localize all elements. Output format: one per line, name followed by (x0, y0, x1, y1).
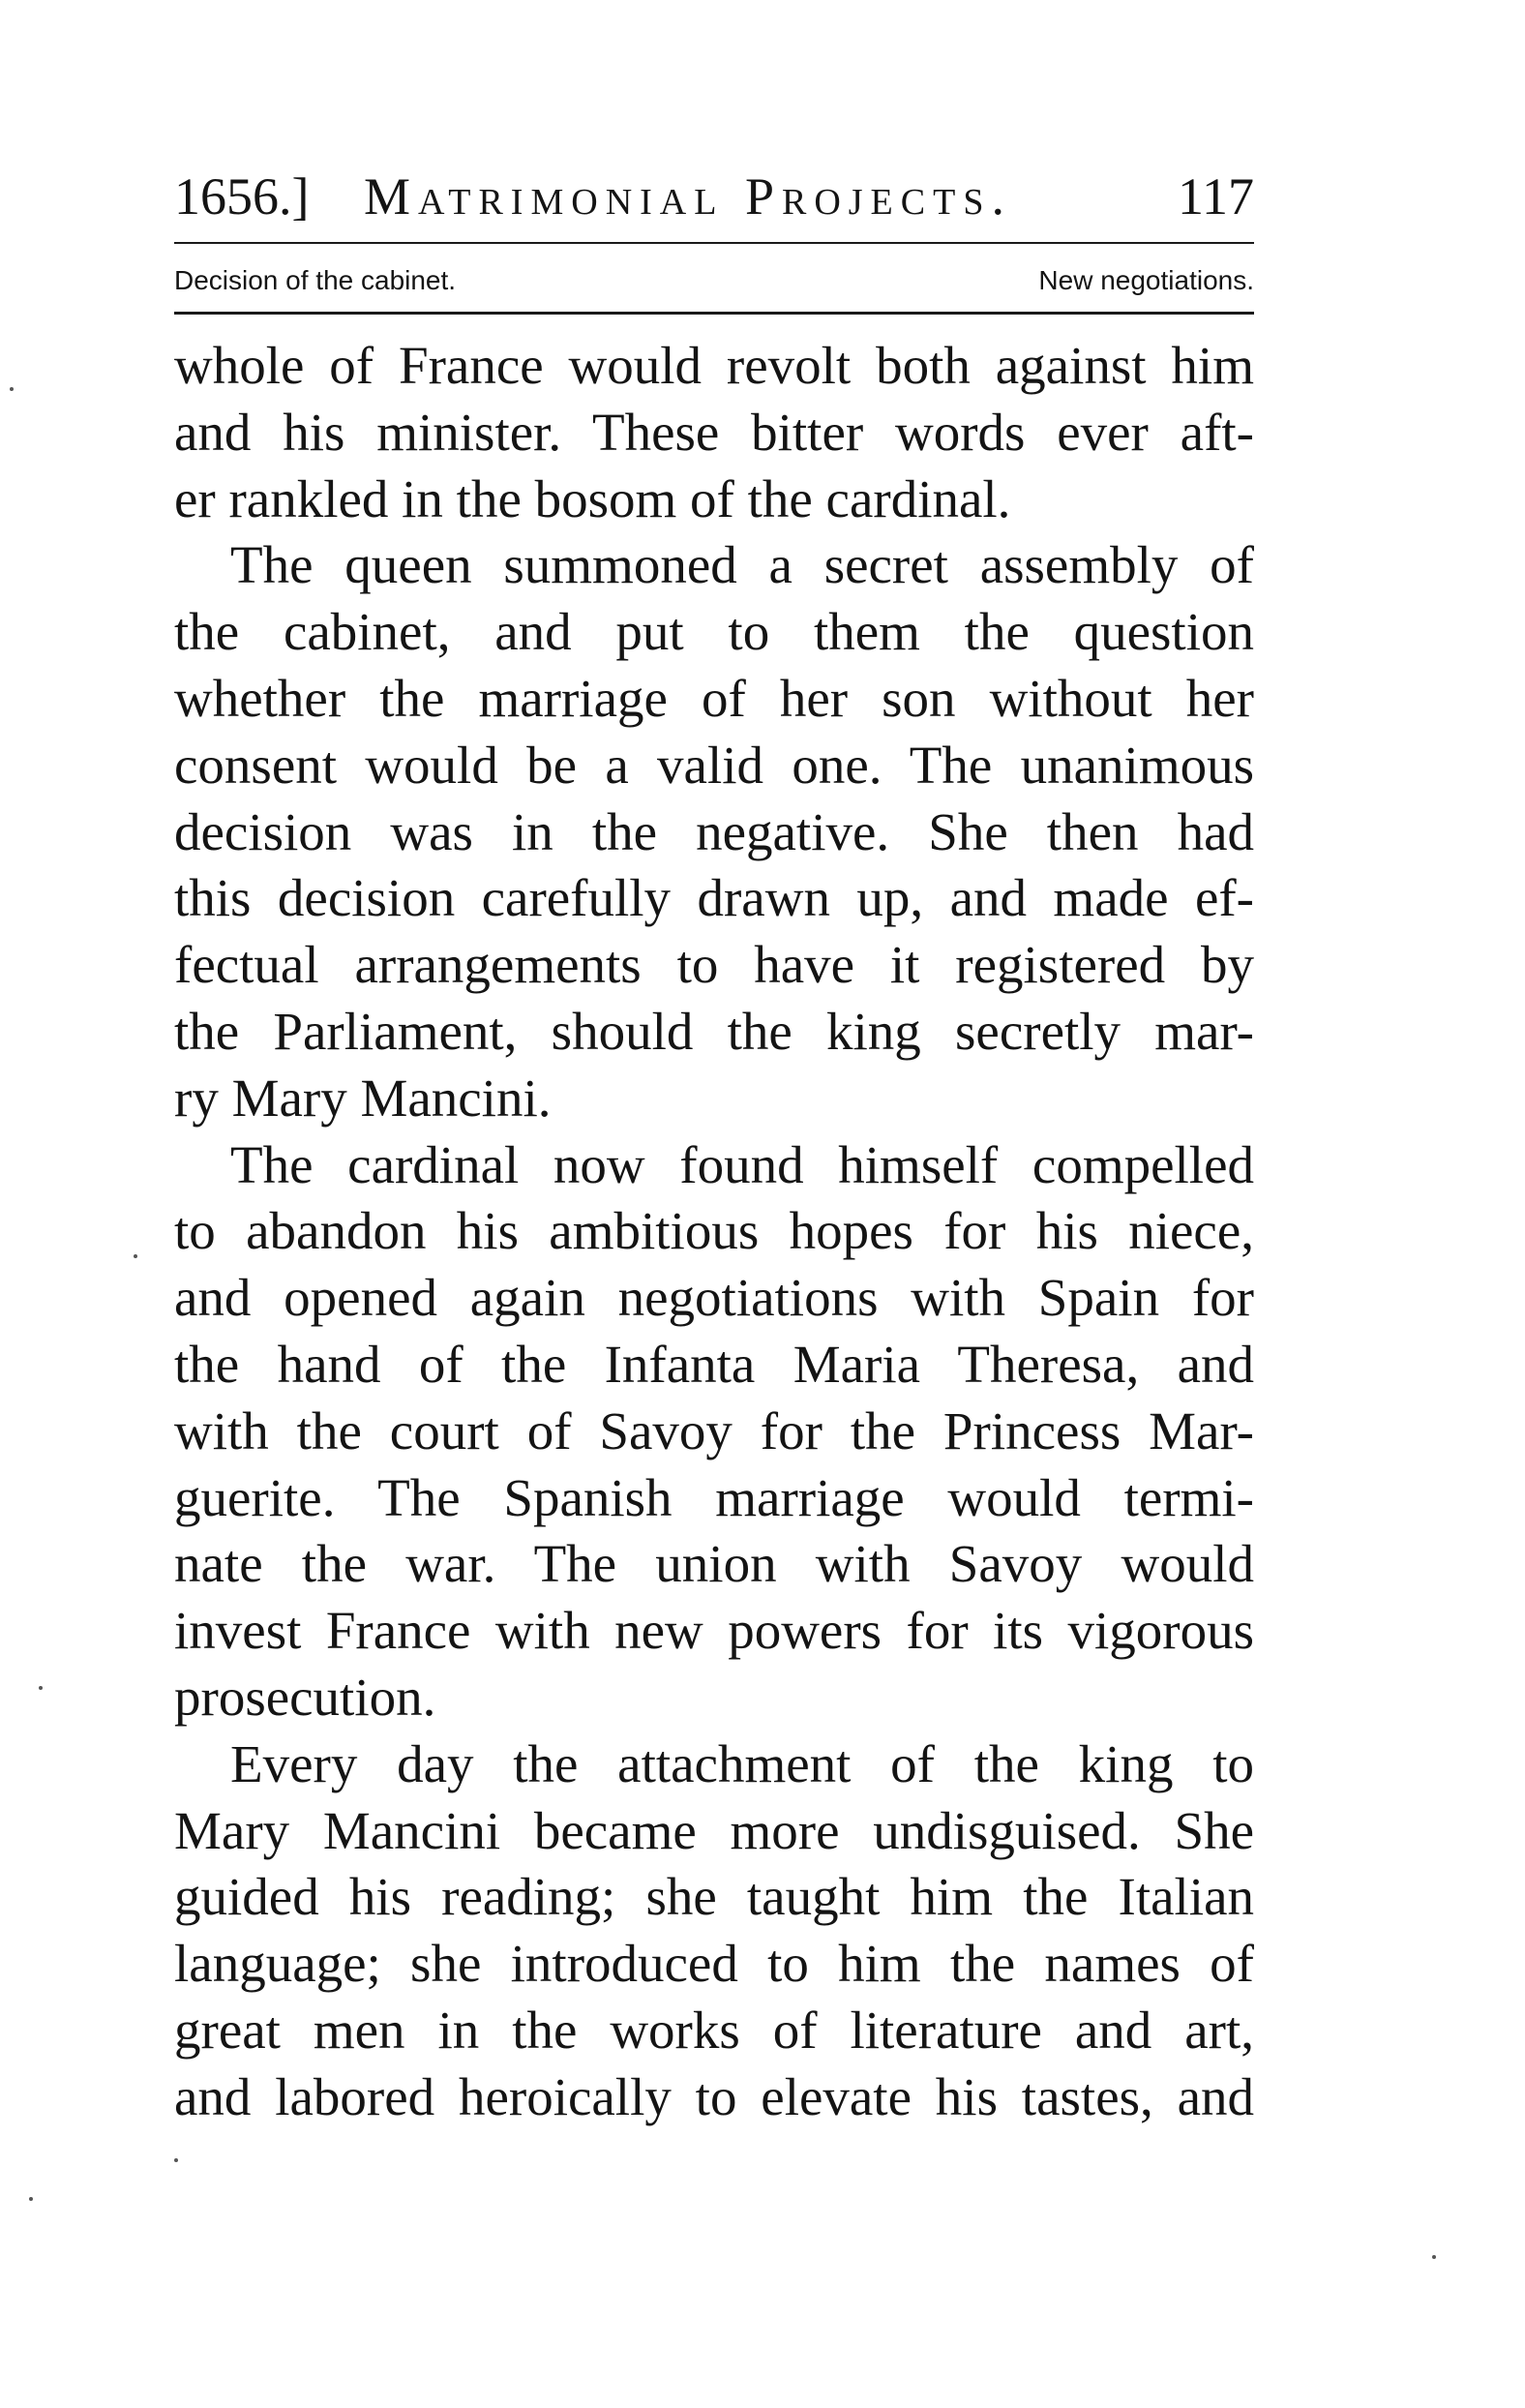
text-line: decision was in the negative. She then had (174, 801, 1254, 861)
page-number: 117 (1178, 167, 1254, 226)
right-side-note: New negotiations. (1038, 265, 1254, 295)
paper-speck (174, 2158, 178, 2162)
text-line: ry Mary Mancini. (174, 1068, 552, 1128)
text-line: prosecution. (174, 1667, 436, 1727)
left-side-note: Decision of the cabinet. (174, 265, 457, 295)
paper-speck (29, 2197, 33, 2201)
text-line: this decision carefully drawn up, and made ef- (174, 868, 1254, 928)
header-rule (174, 242, 1254, 244)
paper-speck (134, 1254, 137, 1258)
text-line: fectual arrangements to have it registered by (174, 935, 1254, 995)
text-line: Every day the attachment of the king to (230, 1733, 1254, 1793)
text-line: consent would be a valid one. The unanimous (174, 735, 1254, 795)
text-line: great men in the works of literature and art, (174, 2000, 1254, 2060)
text-line: invest France with new powers for its vigorous (174, 1601, 1254, 1661)
text-line: with the court of Savoy for the Princess Mar- (174, 1400, 1254, 1460)
paper-speck (39, 1686, 43, 1690)
text-line: and opened again negotiations with Spain for (174, 1268, 1254, 1328)
text-line: The queen summoned a secret assembly of (230, 535, 1254, 595)
text-line: nate the war. The union with Savoy would (174, 1534, 1254, 1594)
text-line: guided his reading; she taught him the Italian (174, 1867, 1254, 1927)
text-line: The cardinal now found himself compelled (230, 1134, 1254, 1194)
text-line: the Parliament, should the king secretly mar- (174, 1001, 1254, 1061)
subheader-rule (174, 312, 1254, 315)
text-line: Mary Mancini became more undisguised. She (174, 1800, 1254, 1860)
text-line: language; she introduced to him the names of (174, 1934, 1254, 1994)
text-line: the cabinet, and put to them the question (174, 602, 1254, 662)
text-line: whole of France would revolt both against him (174, 336, 1254, 395)
text-line: whether the marriage of her son without her (174, 668, 1254, 728)
text-line: and labored heroically to elevate his tastes, and (174, 2066, 1254, 2126)
running-title: Matrimonial Projects. (364, 167, 1012, 226)
text-line: to abandon his ambitious hopes for his niece, (174, 1201, 1254, 1261)
paper-speck (10, 387, 14, 391)
text-line: guerite. The Spanish marriage would termi- (174, 1467, 1254, 1527)
marginal-notes (174, 259, 1254, 302)
paper-speck (1432, 2255, 1436, 2259)
text-line: er rankled in the bosom of the cardinal. (174, 468, 1011, 528)
header-year: 1656.] (174, 167, 310, 226)
page-header (174, 163, 1254, 230)
text-line: the hand of the Infanta Maria Theresa, and (174, 1334, 1254, 1394)
body-text (174, 333, 1254, 2131)
text-line: and his minister. These bitter words ever aft- (174, 402, 1254, 462)
